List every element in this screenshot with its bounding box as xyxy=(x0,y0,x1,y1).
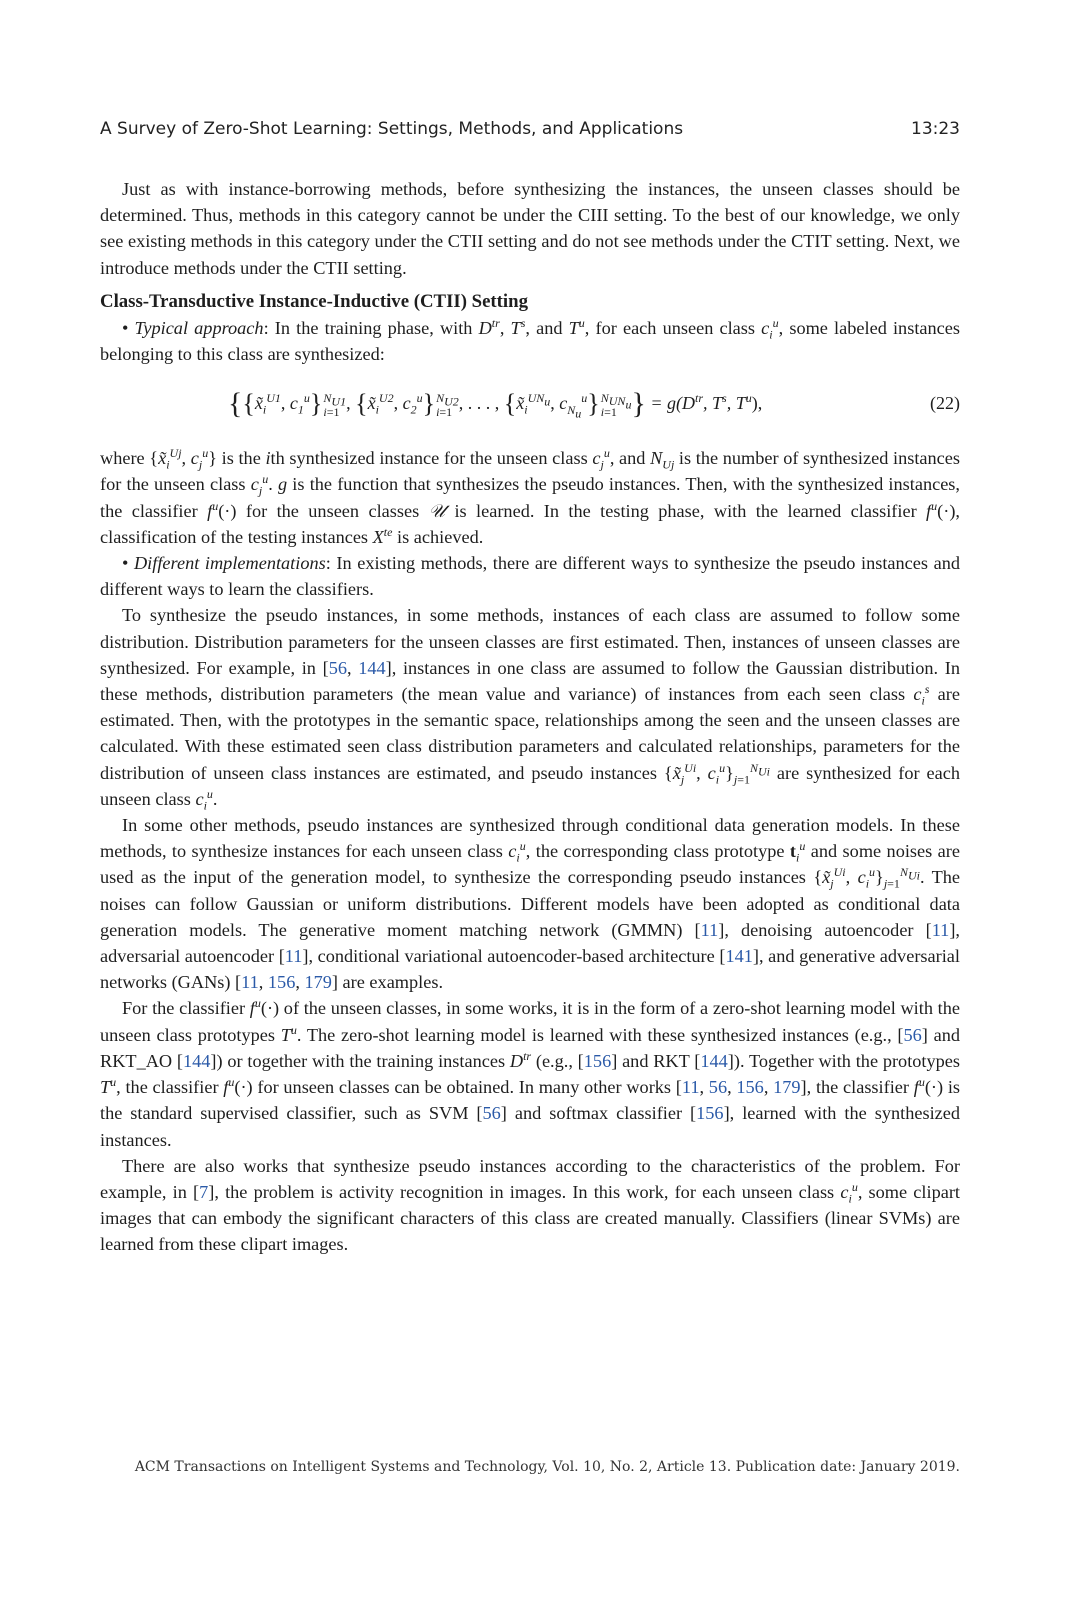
citation-link[interactable]: 156 xyxy=(736,1077,764,1098)
generation-paragraph: In some other methods, pseudo instances are synthesized through conditional data generation models. In these methods, to synthesize instances for each unseen class $c_i^u$, the corresponding class prototype $t_i^u$ and some noises are used as the input of the generation model, to synthesize the corresponding pseudo instances {$x̃_j^{Ui}$, $c_i^u\}_{j=1}^{N_{Ui}}$. The noises can follow Gaussian or uniform distributions. Different models have been adopted as conditional data generation models. The generative moment matching network (GMMN) [11], denoising autoencoder [11], adversarial autoencoder [11], conditional variational autoencoder-based architecture [141], and generative adversarial networks (GANs) [11, 156, 179] are examples. xyxy=(100,815,961,993)
citation-link[interactable]: 156 xyxy=(696,1103,724,1124)
section-heading: Class-Transductive Instance-Inductive (CTII) Setting xyxy=(100,290,528,312)
equation-body: {{$x̃_i^{U1}$, $c_1^u\}N_{U1}$ i=1 , {$x̃_i^{U2}$, $c_2^u\}N_{U2}$ i=1 , . . . , {$x̃_i^{UN_u}$, $c_{N_u}^u\}N_{UN_u}$ i=1 } = $g(D^{tr}$, $T^s$, $T^u$), xyxy=(228,387,763,421)
citation-link[interactable]: 11 xyxy=(931,919,950,940)
citation-link[interactable]: 141 xyxy=(725,946,753,967)
different-implementations-paragraph: • Different implementations: In existing methods, there are different ways to synthesize the pseudo instances and different ways to learn the classifiers. xyxy=(100,553,960,600)
citation-link[interactable]: 7 xyxy=(199,1181,209,1202)
citation-link[interactable]: 56 xyxy=(328,657,347,678)
typical-approach-label: Typical approach xyxy=(134,317,264,338)
running-head xyxy=(100,119,960,139)
citation-link[interactable]: 11 xyxy=(700,919,719,940)
citation-link[interactable]: 11 xyxy=(241,972,259,993)
typical-approach-paragraph: • Typical approach: In the training phase, with $D^{tr}$, $T^s$, and $T^u$, for each unseen class $c_i^u$, some labeled instances belonging to this class are synthesized: xyxy=(100,315,960,365)
page-number: 13:23 xyxy=(911,119,960,139)
citation-link[interactable]: 11 xyxy=(284,946,303,967)
classifier-paragraph: For the classifier $f^u(\cdot)$ of the unseen classes, in some works, it is in the form of a zero-shot learning model with the unseen class prototypes $T^u$. The zero-shot learning model is learned with these synthesized instances (e.g., [56] and RKT_AO [144]) or together with the training instances $D^{tr}$ (e.g., [156] and RKT [144]). Together with the prototypes $T^u$, the classifier $f^u(\cdot)$ for unseen classes can be obtained. In many other works [11, 56, 156, 179], the classifier $f^u(\cdot)$ is the standard supervised classifier, such as SVM [56] and softmax classifier [156], learned with the synthesized instances. xyxy=(100,996,961,1150)
citation-link[interactable]: 156 xyxy=(583,1050,612,1071)
body-text xyxy=(100,176,960,1258)
equation-22 xyxy=(100,379,960,435)
citation-link[interactable]: 11 xyxy=(681,1077,700,1098)
citation-link[interactable]: 179 xyxy=(773,1077,801,1098)
running-title: A Survey of Zero-Shot Learning: Settings, Methods, and Applications xyxy=(100,119,684,139)
different-implementations-label: Different implementations xyxy=(133,553,326,574)
distribution-paragraph: To synthesize the pseudo instances, in some methods, instances of each class are assumed to follow some distribution. Distribution parameters for the unseen classes are first estimated. Then, instances of unseen classes are synthesized. For example, in [56, 144], instances in one class are assumed to follow the Gaussian distribution. In these methods, distribution parameters (the mean value and variance) of instances from each seen class $c_i^s$ are estimated. Then, with the prototypes in the semantic space, relationships among the seen and the unseen classes are calculated. With these estimated seen class distribution parameters and calculated relationships, parameters for the distribution of unseen class instances are estimated, and pseudo instances {$x̃_j^{Ui}$, $c_i^u\}_{j=1}^{N_{Ui}}$ are synthesized for each unseen class $c_i^u$. xyxy=(100,605,961,813)
citation-link[interactable]: 156 xyxy=(267,972,296,993)
equation-number: (22) xyxy=(930,393,960,414)
citation-link[interactable]: 144 xyxy=(358,657,386,678)
where-paragraph: where {$x̃_i^{Uj}$, $c_j^u$} is the ith synthesized instance for the unseen class $c_j^u$, and $N_{Uj}$ is the number of synthesized instances for the unseen class $c_j^u$. g is the function that synthesizes the pseudo instances. Then, with the synthesized instances, the classifier $f^u(\cdot)$ for the unseen classes 𝒰 is learned. In the testing phase, with the learned classifier $f^u(\cdot)$, classification of the testing instances $X^{te}$ is achieved. xyxy=(100,446,960,547)
citation-link[interactable]: 56 xyxy=(482,1103,501,1124)
citation-link[interactable]: 179 xyxy=(304,972,332,993)
equation-rhs: = g(D xyxy=(650,393,695,414)
citation-link[interactable]: 144 xyxy=(182,1050,211,1071)
problem-paragraph: There are also works that synthesize pseudo instances according to the characteristics of the problem. For example, in [7], the problem is activity recognition in images. In this work, for each unseen class $c_i^u$, some clipart images that can embody the significant characters of this class are created manually. Classifiers (linear SVMs) are learned from these clipart images. xyxy=(100,1155,960,1255)
intro-paragraph: Just as with instance-borrowing methods, before synthesizing the instances, the unseen classes should be determined. Thus, methods in this category cannot be under the CIII setting. To the best of our knowledge, we only see existing methods in this category under the CTII setting and do not see methods under the CTIT setting. Next, we introduce methods under the CTII setting. xyxy=(100,179,960,278)
citation-link[interactable]: 56 xyxy=(903,1024,922,1045)
citation-link[interactable]: 144 xyxy=(700,1050,728,1071)
citation-link[interactable]: 56 xyxy=(708,1077,728,1098)
page-footer: ACM Transactions on Intelligent Systems and Technology, Vol. 10, No. 2, Article 13. Publication date: January 2019. xyxy=(134,1459,960,1475)
